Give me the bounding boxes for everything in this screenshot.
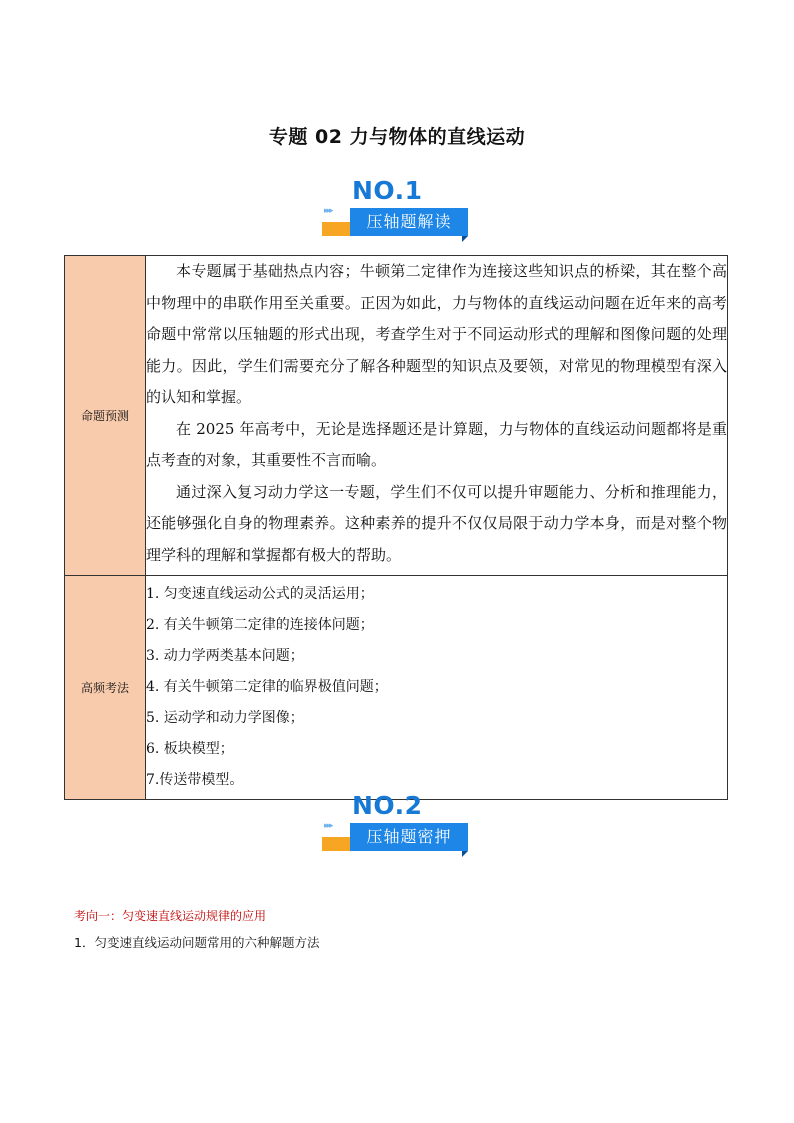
page-title: 专题 02 力与物体的直线运动 [268, 126, 526, 148]
paragraph: 在 2025 年高考中，无论是选择题还是计算题，力与物体的直线运动问题都将是重点考查的对象，其重要性不言而喻。 [146, 419, 727, 469]
section-heading: 考向一：匀变速直线运动规律的应用 [74, 909, 267, 923]
fold-corner-icon [462, 236, 468, 242]
badge-label: 压轴题解读 [350, 208, 468, 236]
prediction-content [146, 256, 728, 576]
overview-table [64, 255, 728, 800]
fold-corner-icon [462, 851, 468, 857]
list-item: 5. 运动学和动力学图像； [146, 710, 304, 726]
list-item: 1. 匀变速直线运动公式的灵活运用； [146, 586, 374, 602]
row-label-prediction: 命题预测 [65, 256, 146, 576]
row-label-methods: 高频考法 [65, 576, 146, 800]
list-item: 2. 有关牛顿第二定律的连接体问题； [146, 617, 374, 633]
table-row [65, 256, 728, 576]
paragraph: 通过深入复习动力学这一专题，学生们不仅可以提升审题能力、分析和推理能力，还能够强化自身的物理素养。这种素养的提升不仅仅局限于动力学本身，而是对整个物理学科的理解和掌握都有极大的帮助。 [146, 482, 727, 564]
badge-label: 压轴题密押 [350, 823, 468, 851]
paragraph: 本专题属于基础热点内容；牛顿第二定律作为连接这些知识点的桥梁，其在整个高中物理中的串联作用至关重要。正因为如此，力与物体的直线运动问题在近年来的高考命题中常常以压轴题的形式出现，考查学生对于不同运动形式的理解和图像问题的处理能力。因此，学生们需要充分了解各种题型的知识点及要领，对常见的物理模型有深入的认知和掌握。 [146, 262, 727, 406]
arrows-icon: ▸▸▸ [324, 206, 332, 216]
list-item: 7.传送带模型。 [146, 772, 244, 788]
section-subheading: 1．匀变速直线运动问题常用的六种解题方法 [74, 935, 320, 950]
list-item: 4. 有关牛顿第二定律的临界极值问题； [146, 679, 388, 695]
methods-content [146, 576, 728, 800]
list-item: 6. 板块模型； [146, 741, 234, 757]
arrows-icon: ▸▸▸ [324, 821, 332, 831]
table-row [65, 576, 728, 800]
section-badge-1 [322, 176, 472, 246]
list-item: 3. 动力学两类基本问题； [146, 648, 304, 664]
badge-number: NO.1 [352, 176, 423, 205]
badge-number: NO.2 [352, 791, 423, 820]
section-badge-2 [322, 791, 472, 861]
